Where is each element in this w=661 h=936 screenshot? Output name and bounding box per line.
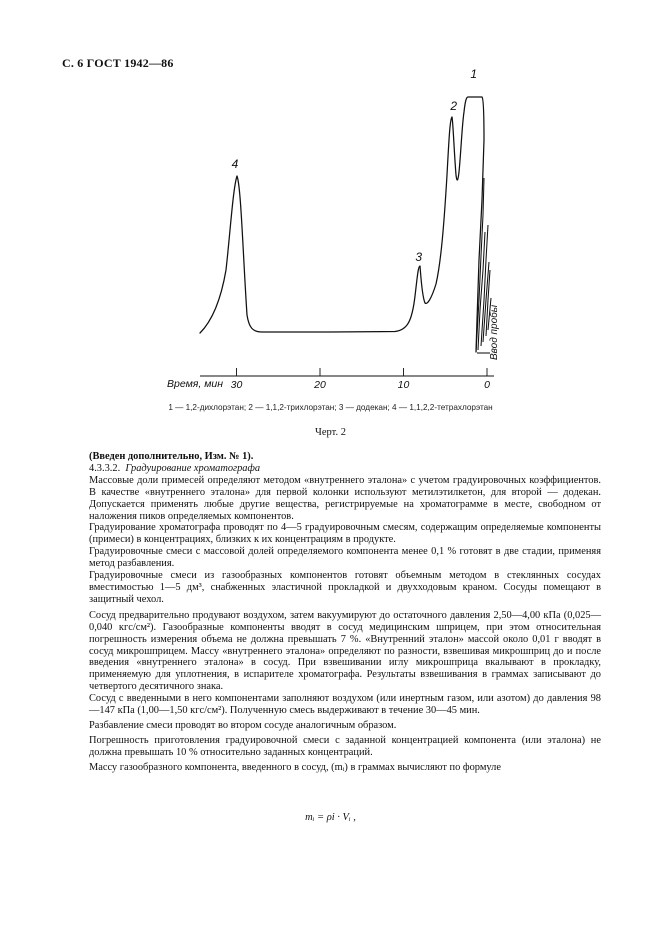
paragraph: Градуирование хроматографа проводят по 4—5 градуировочным смесям, содержащим определяемые компоненты (примеси) в концентрациях, близких к их концентрациям в продукте. <box>89 522 601 546</box>
paragraph: Разбавление смеси проводят во втором сосуде аналогичным образом. <box>89 719 397 731</box>
paragraph: Погрешность приготовления градуировочной смеси с заданной концентрацией компонента (или эталона) не должна превышать 10 % относительно заданных концентраций. <box>89 734 601 758</box>
time-axis-label: Время, мин <box>167 378 224 390</box>
peak-label: 3 <box>415 250 423 264</box>
body-text <box>89 451 601 774</box>
peak-label: 4 <box>231 157 239 171</box>
section-title: Градуирование хроматографа <box>125 462 261 474</box>
figure-caption: 1 — 1,2-дихлорэтан; 2 — 1,1,2-трихлорэтан; 3 — додекан; 4 — 1,1,2,2-тетрахлорэтан <box>168 403 493 412</box>
section-number: 4.3.3.2. <box>89 462 121 474</box>
paragraph: Сосуд с введенными в него компонентами заполняют воздухом (или инертным газом, или азотом) до давления 98—147 кПа (1,00—1,50 кгс/см²). Полученную смесь выдерживают в течение 30—45 мин. <box>89 693 601 717</box>
figure-label: Черт. 2 <box>315 427 346 438</box>
axis-tick-label: 0 <box>484 379 490 391</box>
injection-label: Ввод пробы <box>489 304 500 360</box>
paragraph: Массу газообразного компонента, введенного в сосуд, (mᵢ) в граммах вычисляют по формуле <box>89 761 501 773</box>
chromatogram-figure <box>0 0 661 400</box>
axis-tick-label: 30 <box>230 379 243 391</box>
chromatogram-trace <box>200 97 484 352</box>
amendment-note: (Введен дополнительно, Изм. № 1). <box>89 451 254 462</box>
section-heading <box>89 463 601 475</box>
axis-tick-label: 20 <box>314 379 326 391</box>
paragraph: Сосуд предварительно продувают воздухом, затем вакуумируют до остаточного давления 2,50—4,00 кПа (0,025—0,040 кгс/см²). Газообразные компоненты вводят в сосуд медицинским шприцем, при этом относительная погрешность измерения объема не должна превышать 7 %. «Внутренний эталон» массой около 0,01 г вводят в сосуд микрошприцем. Массу «внутреннего эталона» определяют по разности, взвешивая микрошприц до и после введения «внутреннего эталона» в сосуд. При взвешивании иглу микрошприца вкалывают в прокладку, применяемую для уплотнения, в испарителе хроматографа. Результаты взвешивания в граммах записывают до четвертого десятичного знака. <box>89 609 601 693</box>
formula: mᵢ = ρi · Vᵢ , <box>305 812 356 823</box>
paragraph: Массовые доли примесей определяют методом «внутреннего эталона» с учетом градуировочных коэффициентов. В качестве «внутреннего эталона» для первой колонки используют метилэтилкетон, для второй — додекан. Допускается применять любые другие вещества, регистрируемые на хроматограмме в месте, свободном от наложения пиков определяемых компонентов. <box>89 474 601 522</box>
axis-tick-label: 10 <box>397 379 410 391</box>
paragraph: Градуировочные смеси с массовой долей определяемого компонента менее 0,1 % готовят в две стадии, применяя метод разбавления. <box>89 546 601 570</box>
peak-label: 2 <box>450 99 458 113</box>
page-header: С. 6 ГОСТ 1942—86 <box>62 56 174 70</box>
paragraph: Градуировочные смеси из газообразных компонентов готовят объемным методом в стеклянных сосудах вместимостью 1—5 дм³, снабженных эластичной прокладкой и двухходовым краном. Сосуды помещают в защитный чехол. <box>89 570 601 605</box>
peak-label: 1 <box>470 67 478 81</box>
